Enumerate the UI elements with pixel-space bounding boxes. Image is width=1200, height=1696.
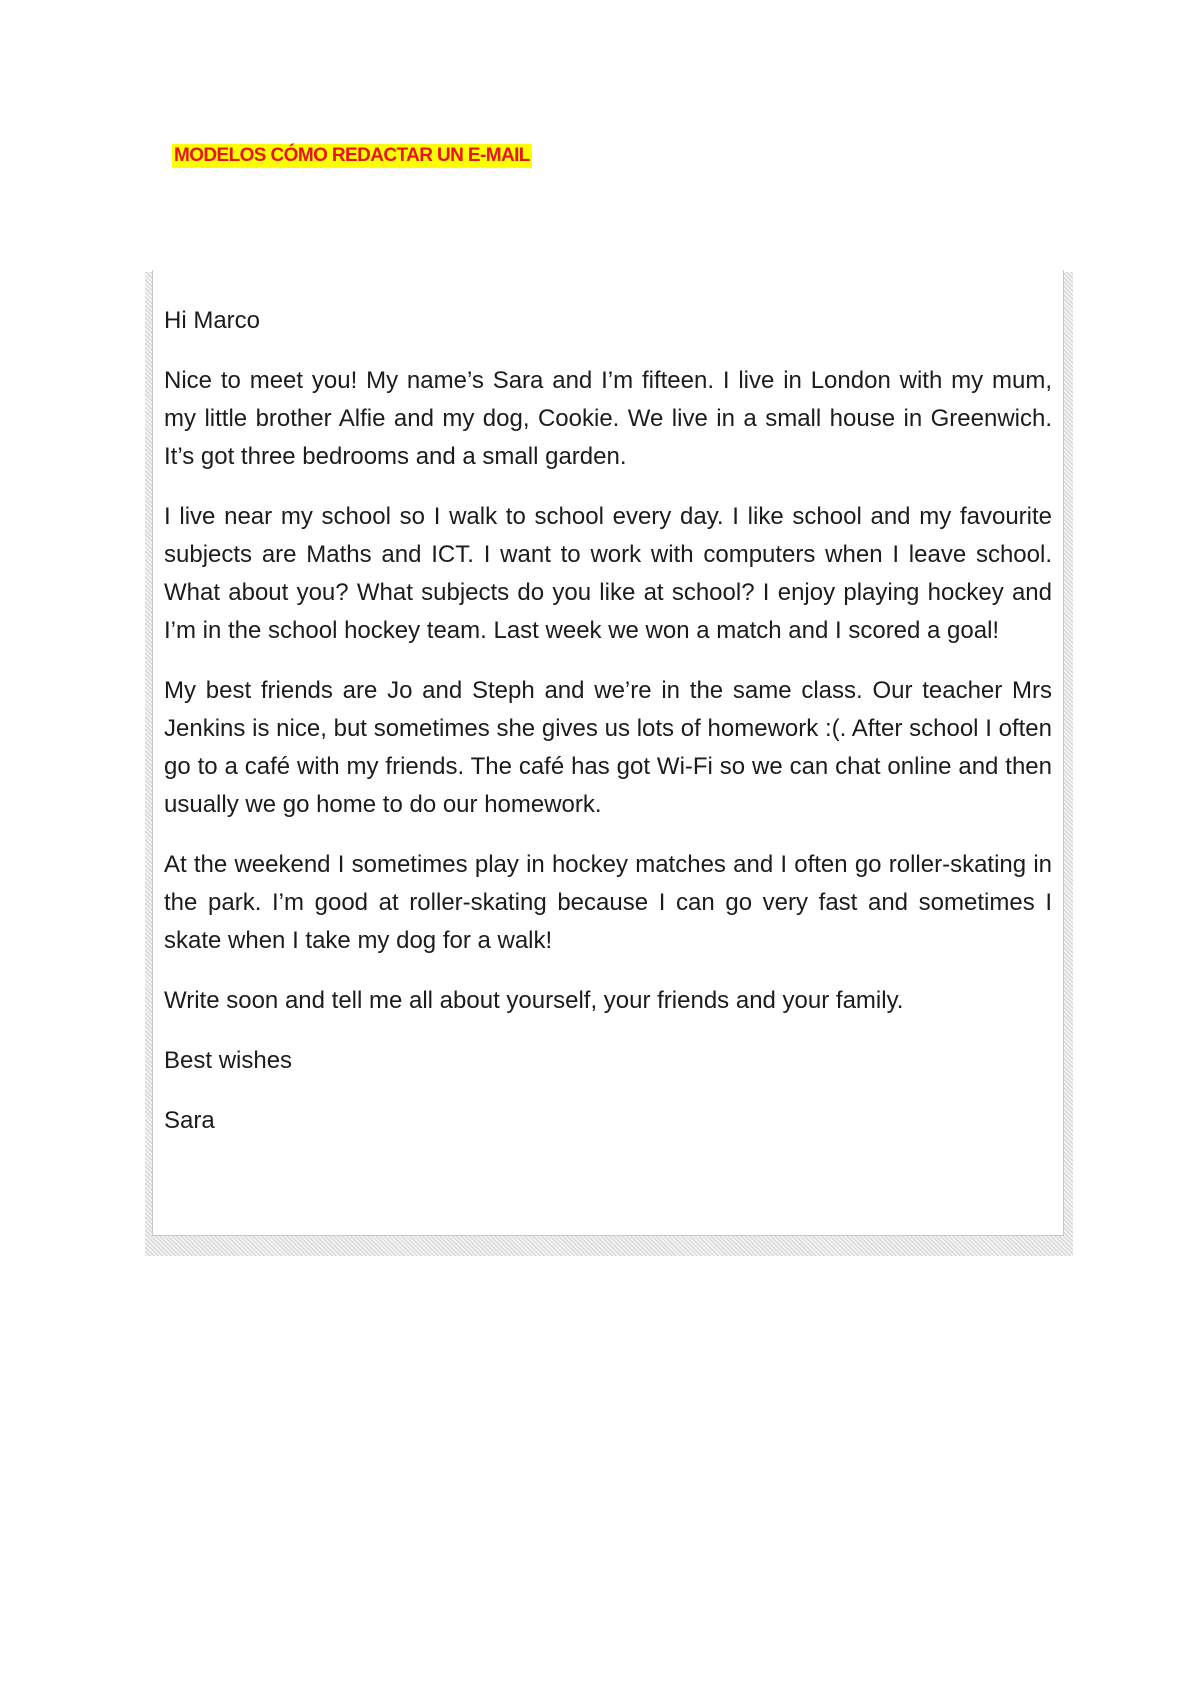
email-closing: Best wishes xyxy=(164,1047,293,1074)
email-paragraph-intro: Nice to meet you! My name’s Sara and I’m fifteen. I live in London with my mum, my little brother Alfie and my dog, Cookie. We live in a small house in Greenwich. It’s got three bedrooms and a small garden. xyxy=(164,367,1052,470)
email-greeting: Hi Marco xyxy=(164,307,261,334)
email-signature: Sara xyxy=(164,1107,215,1134)
email-box xyxy=(152,270,1064,1236)
email-paragraph-request: Write soon and tell me all about yourself, your friends and your family. xyxy=(164,987,904,1014)
email-paragraph-weekend: At the weekend I sometimes play in hockey matches and I often go roller-skating in the park. I’m good at roller-skating because I can go very fast and sometimes I skate when I take my dog for a walk! xyxy=(164,851,1052,954)
document-heading: MODELOS CÓMO REDACTAR UN E-MAIL xyxy=(174,145,530,166)
email-paragraph-friends: My best friends are Jo and Steph and we’re in the same class. Our teacher Mrs Jenkins is nice, but sometimes she gives us lots of homework :(. After school I often go to a café with my friends. The café has got Wi-Fi so we can chat online and then usually we go home to do our homework. xyxy=(164,677,1052,818)
email-body xyxy=(164,302,1052,1162)
email-paragraph-school: I live near my school so I walk to school every day. I like school and my favourite subjects are Maths and ICT. I want to work with computers when I leave school. What about you? What subjects do you like at school? I enjoy playing hockey and I’m in the school hockey team. Last week we won a match and I scored a goal! xyxy=(164,503,1052,644)
